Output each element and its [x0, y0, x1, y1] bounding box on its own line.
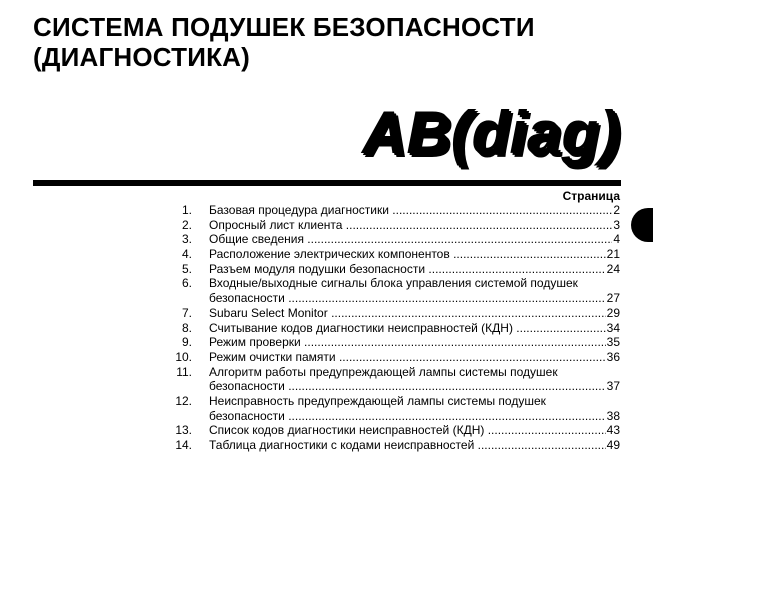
toc-entry-page: 37 [606, 379, 620, 394]
toc-entry-number: 3. [181, 232, 192, 247]
toc-entry-page: 35 [606, 335, 620, 350]
toc-entry-number: 11. [176, 364, 192, 379]
toc-entry-title: Разъем модуля подушки безопасности [209, 261, 426, 276]
toc-entry[interactable] [170, 321, 620, 336]
toc-entry-number: 2. [181, 217, 192, 232]
page-column-header: Страница [562, 189, 620, 203]
toc-entry-number: 4. [181, 247, 192, 262]
toc-entry-page: 21 [606, 247, 620, 262]
toc-entry-page: 4 [613, 232, 620, 247]
toc-entry[interactable] [170, 247, 620, 262]
toc-entry-number: 6. [181, 276, 192, 291]
toc-entry-number: 5. [181, 261, 192, 276]
toc-entry-number: 8. [181, 320, 192, 335]
toc-entry[interactable] [170, 203, 620, 218]
toc-entry[interactable] [170, 306, 620, 321]
toc-entry-page: 43 [606, 423, 620, 438]
toc-entry[interactable] [170, 409, 620, 424]
toc-entry-page: 2 [613, 203, 620, 217]
toc-entry-title: Базовая процедура диагностики [209, 203, 389, 217]
toc-entry[interactable] [170, 350, 620, 365]
toc-entry-title: безопасности [209, 379, 285, 394]
toc-entry-title: Алгоритм работы предупреждающей лампы системы подушек [209, 364, 558, 379]
toc-entry-page: 34 [606, 320, 620, 335]
section-tab-marker [631, 208, 653, 242]
toc-entry-number: 14. [175, 438, 192, 452]
toc-entry[interactable] [170, 218, 620, 233]
toc-entry[interactable] [170, 394, 620, 409]
section-title-line-1: СИСТЕМА ПОДУШЕК БЕЗОПАСНОСТИ [33, 12, 535, 42]
toc-entry-title: Входные/выходные сигналы блока управления системой подушек [209, 276, 578, 291]
toc-entry[interactable] [170, 232, 620, 247]
toc-entry[interactable] [170, 379, 620, 394]
toc-entry[interactable] [170, 365, 620, 380]
toc-entry-page: 27 [606, 291, 620, 306]
toc-entry-title: Режим проверки [209, 335, 301, 350]
toc-entry[interactable] [170, 276, 620, 291]
toc-entry-page: 38 [606, 408, 620, 423]
toc-entry-title: Расположение электрических компонентов [209, 247, 450, 262]
toc-entry-title: Опросный лист клиента [209, 217, 343, 232]
toc-entry-title: Неисправность предупреждающей лампы системы подушек [209, 393, 546, 408]
toc-entry-title: Режим очистки памяти [209, 349, 336, 364]
table-of-contents [170, 203, 620, 453]
toc-entry[interactable] [170, 335, 620, 350]
toc-entry[interactable] [170, 438, 620, 453]
toc-entry-page: 3 [613, 217, 620, 232]
toc-entry-number: 1. [181, 203, 192, 217]
toc-entry-title: Таблица диагностики с кодами неисправностей [209, 438, 475, 452]
toc-entry-number: 7. [181, 305, 192, 320]
toc-entry-number: 10. [175, 349, 192, 364]
header-rule [33, 180, 621, 186]
toc-entry[interactable] [170, 423, 620, 438]
toc-entry[interactable] [170, 291, 620, 306]
toc-entry-title: Считывание кодов диагностики неисправностей (КДН) [209, 320, 513, 335]
toc-entry-number: 9. [181, 335, 192, 350]
toc-entry-page: 49 [606, 438, 620, 452]
toc-entry-page: 29 [606, 305, 620, 320]
section-title [33, 12, 535, 72]
toc-entry-title: безопасности [209, 408, 285, 423]
toc-entry-title: Subaru Select Monitor [209, 305, 328, 320]
toc-entry-page: 24 [606, 261, 620, 276]
toc-entry-title: Список кодов диагностики неисправностей (КДН) [209, 423, 485, 438]
toc-entry-number: 13. [175, 423, 192, 438]
toc-entry-number: 12. [175, 393, 192, 408]
toc-entry-page: 36 [606, 349, 620, 364]
section-title-line-2: (ДИАГНОСТИКА) [33, 42, 250, 72]
toc-entry-title: Общие сведения [209, 232, 304, 247]
toc-entry-title: безопасности [209, 291, 285, 306]
toc-entry[interactable] [170, 262, 620, 277]
section-code: AB(diag) [362, 99, 620, 166]
